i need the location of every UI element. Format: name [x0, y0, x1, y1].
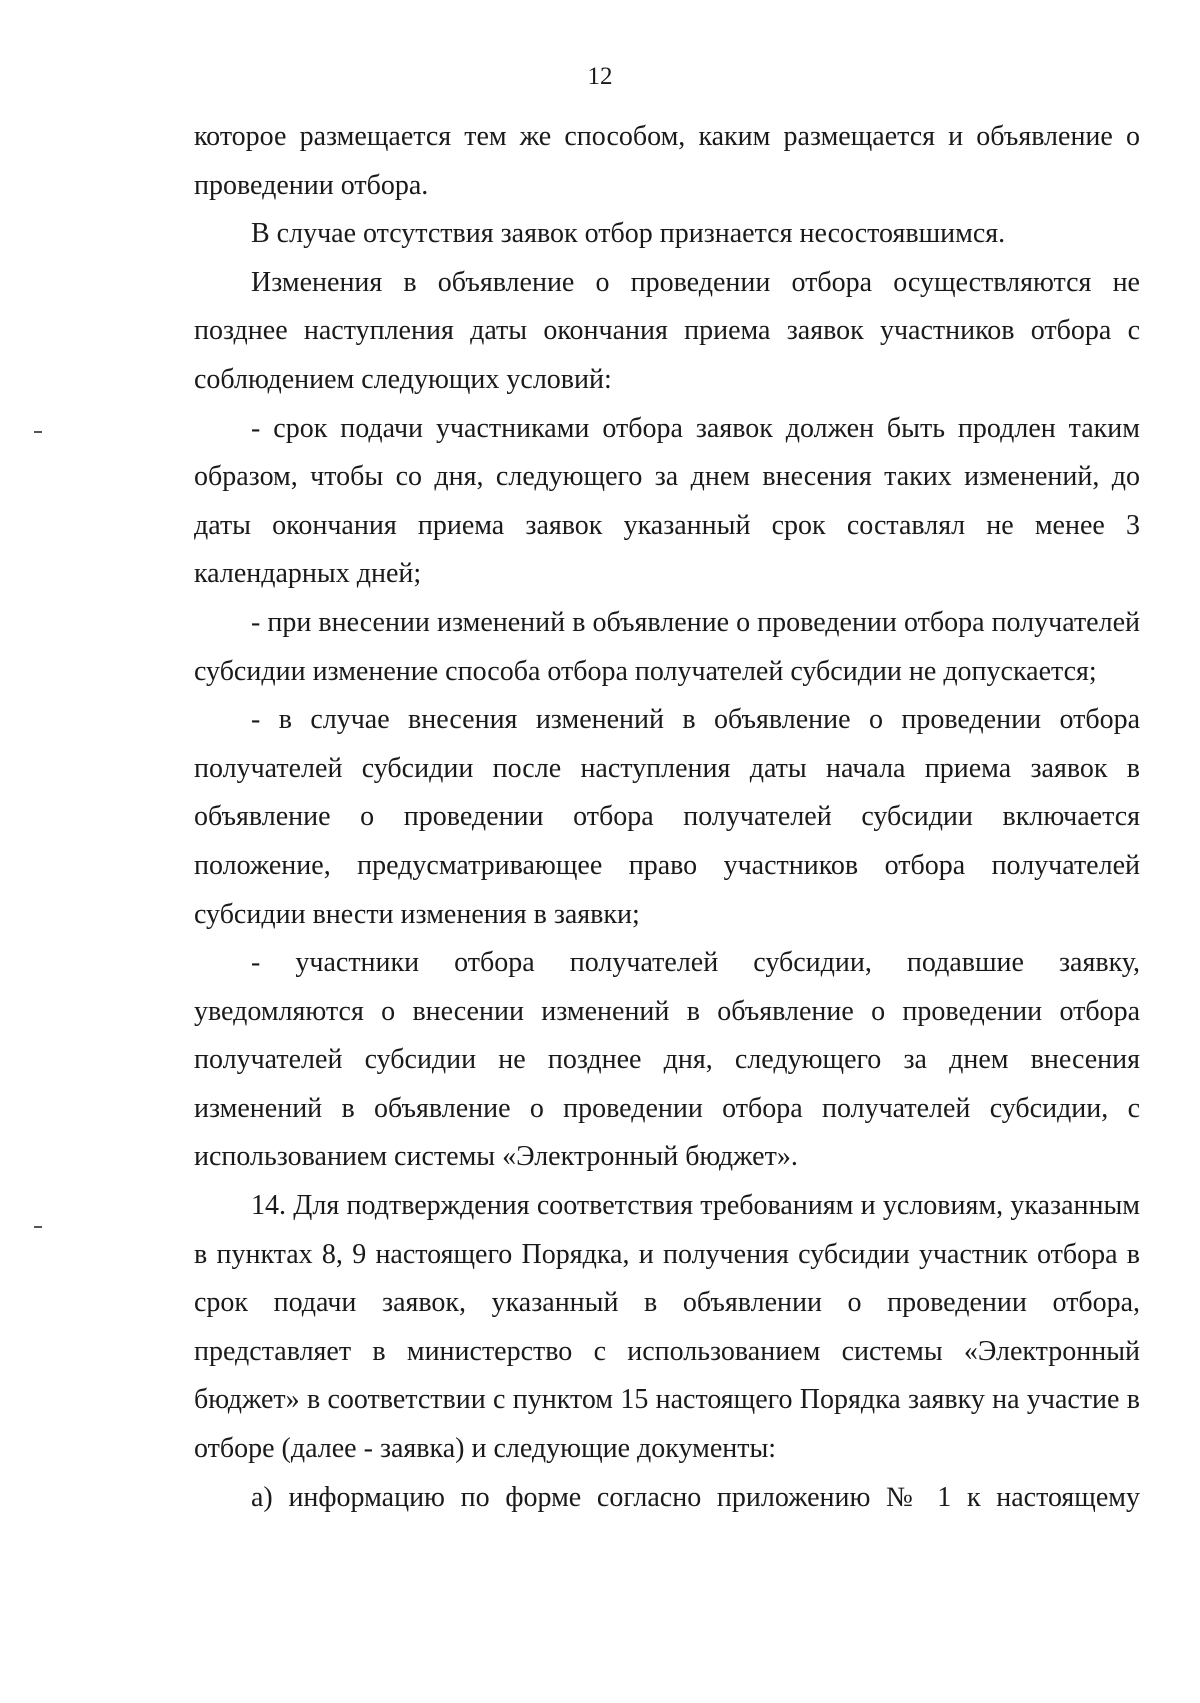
list-item-notification: - участники отбора получателей субсидии, подавшие заявку, уведомляются о внесении изменений в объявление о проведении отбора получателей субсидии не позднее дня, следующего за днем внесения изменений в объявление о проведении отбора получателей субсидии, с использованием системы «Электронный бюджет». — [194, 947, 1140, 1173]
scan-margin-mark — [34, 1226, 42, 1228]
page-number: 12 — [587, 63, 613, 90]
scan-margin-mark — [34, 431, 42, 433]
paragraph-changes-intro: Изменения в объявление о проведении отбора осуществляются не позднее наступления даты окончания приема заявок участников отбора с соблюдением следующих условий: — [194, 266, 1140, 395]
paragraph-item-14: 14. Для подтверждения соответствия требованиям и условиям, указанным в пунктах 8, 9 настоящего Порядка, и получения субсидии участник отбора в срок подачи заявок, указанный в объявлении о проведении отбора, представляет в министерство с использованием системы «Электронный бюджет» в соответствии с пунктом 15 настоящего Порядка заявку на участие в отборе (далее - заявка) и следующие документы: — [194, 1190, 1140, 1465]
paragraph-no-applications: В случае отсутствия заявок отбор признается несостоявшимся. — [251, 218, 1006, 250]
list-item-application-changes: - в случае внесения изменений в объявление о проведении отбора получателей субсидии после наступления даты начала приема заявок в объявление о проведении отбора получателей субсидии включается положение, предусматривающее право участников отбора получателей субсидии внести изменения в заявки; — [194, 704, 1140, 930]
list-item-deadline-extension: - срок подачи участниками отбора заявок должен быть продлен таким образом, чтобы со дня, следующего за днем внесения таких изменений, до даты окончания приема заявок указанный срок составлял не менее 3 календарных дней; — [194, 412, 1140, 590]
document-body — [194, 113, 1140, 1522]
list-item-method-change: - при внесении изменений в объявление о проведении отбора получателей субсидии изменение способа отбора получателей субсидии не допускается; — [194, 606, 1140, 687]
paragraph-continuation: которое размещается тем же способом, каким размещается и объявление о проведении отбора. — [194, 121, 1140, 201]
list-item-a: а) информацию по форме согласно приложению № 1 к настоящему — [251, 1481, 1140, 1513]
